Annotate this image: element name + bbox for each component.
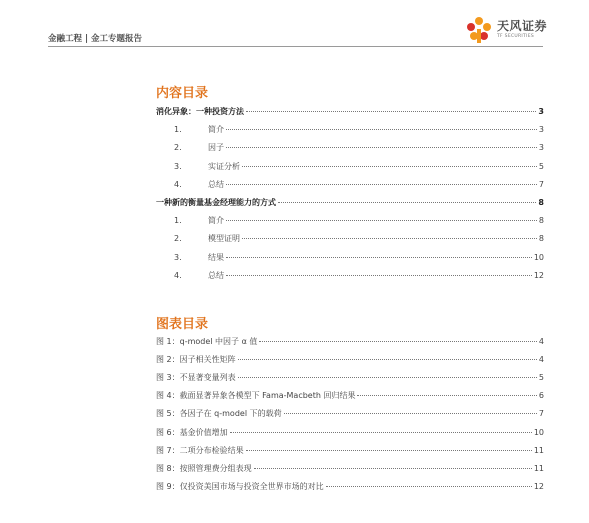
figure-entry-page: 10 — [533, 427, 544, 437]
toc-title: 内容目录 — [156, 86, 209, 101]
dot-leader — [254, 468, 532, 469]
toc-entry-label: 消化异象：一种投资方法 — [156, 107, 244, 116]
figure-entry-label: 图 7：二项分布检验结果 — [156, 445, 244, 455]
dot-leader — [242, 166, 537, 167]
toc-entry-page: 3 — [538, 143, 544, 153]
toc-entry-page: 3 — [538, 107, 544, 116]
toc-section-entry[interactable] — [156, 270, 544, 284]
figure-entry[interactable] — [156, 372, 544, 386]
toc-entry-number: 2. — [174, 234, 182, 244]
dot-leader — [246, 111, 536, 112]
toc-entry-page: 8 — [538, 198, 544, 207]
figure-entry[interactable] — [156, 427, 544, 441]
toc-entry-label: 模型证明 — [208, 234, 240, 244]
toc-entry-number: 1. — [174, 125, 182, 135]
toc-entry-number: 1. — [174, 216, 182, 226]
toc-entry-label: 实证分析 — [208, 161, 240, 171]
company-logo — [466, 14, 548, 46]
toc-section-entry[interactable] — [156, 233, 544, 247]
figure-entry-label: 图 8：按照管理费分组表现 — [156, 463, 252, 473]
toc-entry-number: 4. — [174, 179, 182, 189]
toc-section-entry[interactable] — [156, 215, 544, 229]
dot-leader — [238, 359, 537, 360]
dot-leader — [357, 395, 536, 396]
logo-name-cn: 天风证券 — [497, 19, 548, 33]
dot-leader — [242, 238, 537, 239]
figure-entry[interactable] — [156, 463, 544, 477]
figure-entry[interactable] — [156, 390, 544, 404]
dot-leader — [226, 129, 537, 130]
toc-entry-number: 2. — [174, 143, 182, 153]
dot-leader — [238, 377, 537, 378]
figure-entry-label: 图 2：因子相关性矩阵 — [156, 355, 236, 365]
figure-entry[interactable] — [156, 354, 544, 368]
toc-entry-label: 总结 — [208, 179, 224, 189]
toc-section-entry[interactable] — [156, 252, 544, 266]
figure-entry-page: 11 — [533, 463, 544, 473]
toc-entry-label: 结果 — [208, 252, 224, 262]
dot-leader — [226, 147, 537, 148]
figure-entry-page: 4 — [538, 355, 544, 365]
toc-entry-page: 3 — [538, 125, 544, 135]
figure-entry-page: 12 — [533, 481, 544, 491]
toc-chapter-entry[interactable] — [156, 106, 544, 120]
figure-entry-label: 图 3：不显著变量列表 — [156, 373, 236, 383]
toc-section-entry[interactable] — [156, 142, 544, 156]
figure-entry-label: 图 1：q-model 中因子 α 值 — [156, 337, 258, 346]
toc-chapter-entry[interactable] — [156, 197, 544, 211]
figure-entry[interactable] — [156, 445, 544, 459]
toc-section-entry[interactable] — [156, 124, 544, 138]
toc-section-entry[interactable] — [156, 179, 544, 193]
toc-entry-label: 因子 — [208, 143, 224, 153]
figure-entry[interactable] — [156, 481, 544, 495]
toc-entry-page: 5 — [538, 161, 544, 171]
toc-entry-page: 8 — [538, 234, 544, 244]
toc-entry-page: 10 — [533, 252, 544, 262]
figure-entry-page: 11 — [533, 445, 544, 455]
logo-name-en: TF SECURITIES — [497, 34, 535, 39]
toc-entry-number: 3. — [174, 161, 182, 171]
toc-entry-page: 7 — [538, 179, 544, 189]
toc-entry-page: 12 — [533, 270, 544, 280]
logo-mark-icon — [466, 16, 492, 44]
figure-entry[interactable] — [156, 336, 544, 350]
dot-leader — [246, 450, 532, 451]
toc-entry-label: 一种新的衡量基金经理能力的方式 — [156, 198, 276, 207]
dot-leader — [326, 486, 532, 487]
toc-entry-label: 简介 — [208, 125, 224, 135]
dot-leader — [284, 413, 537, 414]
dot-leader — [226, 275, 532, 276]
dot-leader — [226, 184, 537, 185]
figure-entry-label: 图 5：各因子在 q-model 下的载荷 — [156, 409, 282, 419]
figure-entry-page: 4 — [538, 337, 544, 346]
figure-entry[interactable] — [156, 408, 544, 422]
toc-entry-number: 3. — [174, 252, 182, 262]
toc-entry-page: 8 — [538, 216, 544, 226]
figure-entry-page: 7 — [538, 409, 544, 419]
dot-leader — [259, 341, 536, 342]
dot-leader — [226, 257, 532, 258]
figures-title: 图表目录 — [156, 317, 209, 332]
figure-entry-label: 图 9：仅投资美国市场与投资全世界市场的对比 — [156, 481, 324, 491]
header-text: 金融工程 | 金工专题报告 — [48, 34, 143, 44]
figure-entry-label: 图 6：基金价值增加 — [156, 427, 228, 437]
dot-leader — [226, 220, 537, 221]
toc-entry-label: 总结 — [208, 270, 224, 280]
figure-entry-page: 6 — [538, 391, 544, 401]
header-divider — [48, 46, 543, 47]
toc-section-entry[interactable] — [156, 161, 544, 175]
toc-entry-number: 4. — [174, 270, 182, 280]
toc-entry-label: 简介 — [208, 216, 224, 226]
dot-leader — [278, 202, 536, 203]
dot-leader — [230, 432, 532, 433]
page-header — [0, 0, 589, 52]
figure-entry-label: 图 4：截面显著异象各模型下 Fama-Macbeth 回归结果 — [156, 391, 356, 401]
figure-entry-page: 5 — [538, 373, 544, 383]
